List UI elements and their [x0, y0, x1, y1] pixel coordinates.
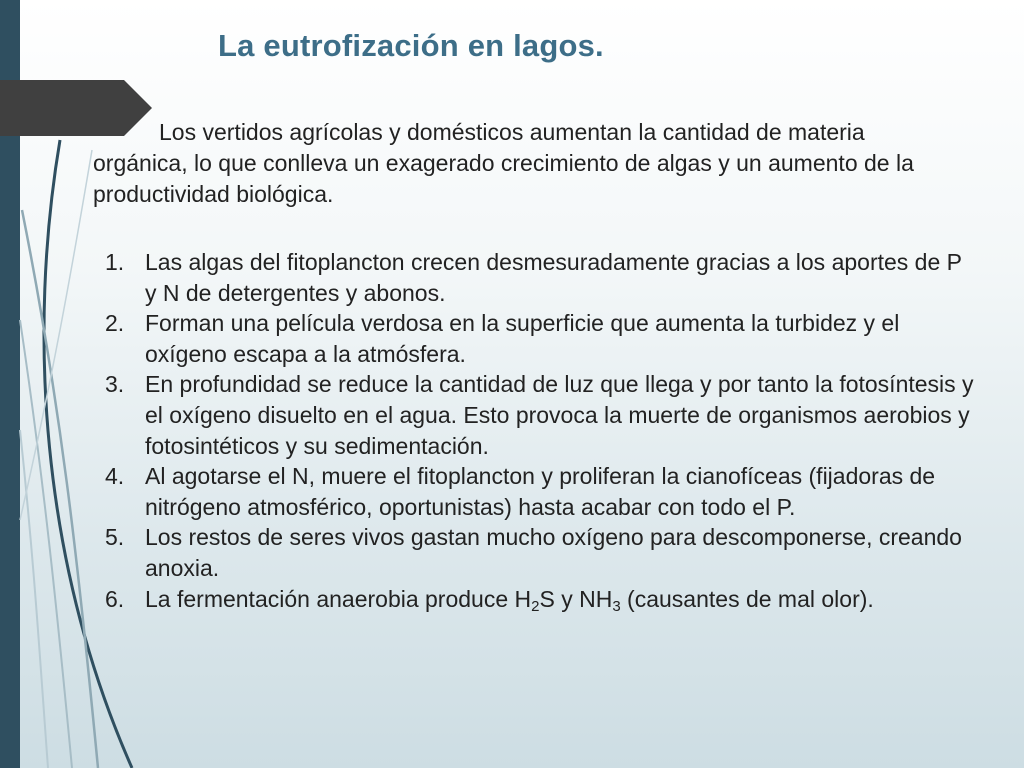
list-item: [105, 461, 975, 522]
list-item: [105, 247, 975, 308]
list-item-number: 4.: [105, 463, 125, 490]
text-fragment: La fermentación anaerobia produce H: [145, 585, 532, 612]
list-item: [105, 522, 975, 583]
list-item-number: 1.: [105, 249, 125, 275]
text-fragment: (causantes de mal olor).: [620, 585, 874, 612]
steps-list: [105, 247, 975, 614]
list-item-text: En profundidad se reduce la cantidad de luz que llega y por tanto la fotosíntesis y el oxígeno disuelto en el agua. Esto provoca la muerte de organismos aerobios y fotosintéticos y su sedimentación.: [145, 371, 974, 459]
list-item: [105, 584, 975, 615]
list-item-number: 2.: [105, 310, 125, 337]
list-item: [105, 308, 975, 369]
list-item-text: [145, 585, 874, 615]
text-fragment: S y NH: [539, 585, 613, 612]
list-item-text: Al agotarse el N, muere el fitoplancton y proliferan la cianofíceas (fijadoras de nitrógeno atmosférico, oportunistas) hasta acabar con todo el P.: [145, 463, 936, 520]
list-item-text: Los restos de seres vivos gastan mucho oxígeno para descomponerse, creando anoxia.: [145, 524, 962, 581]
list-item-number: 6.: [105, 585, 125, 612]
list-item-text: Forman una película verdosa en la superficie que aumenta la turbidez y el oxígeno escapa a la atmósfera.: [145, 310, 900, 367]
intro-paragraph: Los vertidos agrícolas y domésticos aumentan la cantidad de materia orgánica, lo que conlleva un exagerado crecimiento de algas y un aumento de la productividad biológica.: [93, 119, 914, 207]
list-item: [105, 369, 975, 461]
list-item-number: 5.: [105, 524, 125, 551]
list-item-number: 3.: [105, 371, 125, 398]
subscript: 2: [531, 597, 540, 615]
subscript: 3: [612, 597, 621, 615]
list-item-text: Las algas del fitoplancton crecen desmesuradamente gracias a los aportes de P y N de detergentes y abonos.: [145, 249, 962, 306]
slide-title: La eutrofización en lagos.: [218, 28, 604, 63]
